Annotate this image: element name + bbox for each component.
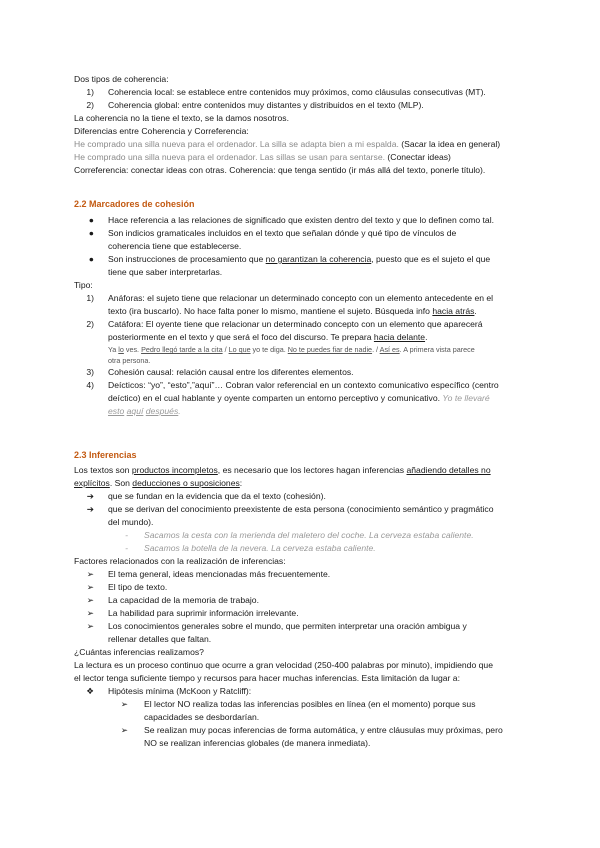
hypothesis-sub-item: ➢ El lector NO realiza todas las inferencias posibles en línea (en el momento) porque sus capacidades se desbordarían. — [120, 699, 476, 722]
bullet-item: ● Son instrucciones de procesamiento que no garantizan la coherencia, puesto que es el sujeto el que tiene que saber interpretarlas. — [88, 254, 491, 277]
factor-item: ➢ El tipo de texto. — [86, 582, 168, 592]
factor-item: ➢ La habilidad para suprimir información irrelevante. — [86, 608, 299, 618]
bullet-item: ● Hace referencia a las relaciones de significado que existen dentro del texto y que lo definen como tal. — [88, 215, 494, 225]
example-item: - Sacamos la cesta con la merienda del maletero del coche. La cerveza estaba caliente. — [125, 530, 474, 540]
differences-heading: Diferencias entre Coherencia y Correferencia: — [74, 126, 249, 136]
tipo-item: 4) Deícticos: “yo”, “esto”,”aquí”… Cobran valor referencial en un contexto comunicativo específico (centro deíctico) en el cual hablante y oyente comparten un entorno perceptivo y comunicativo. Yo te llevaré esto aquí después. — [86, 380, 499, 416]
markers-section — [74, 198, 528, 418]
definition-line: Correferencia: conectar ideas con otras. Coherencia: que tenga sentido (ir más allá del texto, ponerle título). — [74, 165, 486, 175]
example-line: He comprado una silla nueva para el ordenador. Las sillas se usan para sentarse. (Conectar ideas) — [74, 152, 451, 162]
tipo-item: 2) Catáfora: El oyente tiene que relacionar un determinado concepto con un elemento que aparecerá posteriormente en el texto y que será el foco del discurso. Te prepara hacia delante. Ya lo ves. Pedro llegó tarde a la cita / Lo que yo te diga. No te puedes fiar de nadie. / Así es. A primera vista parece otra persona. — [74, 318, 528, 366]
list-item: 1) Coherencia local: se establece entre contenidos muy próximos, como cláusulas consecutivas (MT). — [86, 87, 486, 97]
factor-item: ➢ El tema general, ideas mencionadas más frecuentemente. — [86, 569, 331, 579]
tipo-label: Tipo: — [74, 280, 93, 290]
bullet-item: ● Son indicios gramaticales incluidos en el texto que señalan dónde y qué tipo de vínculos de coherencia tiene que establecerse. — [88, 228, 457, 251]
example-item: - Sacamos la botella de la nevera. La cerveza estaba caliente. — [125, 543, 376, 553]
factors-heading: Factores relacionados con la realización de inferencias: — [74, 556, 286, 566]
section-heading: 2.3 Inferencias — [74, 450, 137, 460]
hypothesis-sub-item: ➢ Se realizan muy pocas inferencias de forma automática, y entre cláusulas muy próximas, pero NO se realizan inferencias globales (de manera inmediata). — [120, 725, 503, 748]
coherence-heading: Dos tipos de coherencia: — [74, 74, 169, 84]
coherence-section — [74, 73, 528, 177]
arrow-item: ➔ que se derivan del conocimiento preexistente de esta persona (conocimiento semántico y pragmático del mundo). — [86, 504, 494, 527]
hypothesis-item: ❖ Hipótesis mínima (McKoon y Ratcliff): — [86, 686, 252, 696]
coherence-note: La coherencia no la tiene el texto, se la damos nosotros. — [74, 113, 289, 123]
section-heading: 2.2 Marcadores de cohesión — [74, 199, 195, 209]
factor-item: ➢ Los conocimientos generales sobre el mundo, que permiten interpretar una oración ambigua y rellenar detalles que faltan. — [86, 621, 467, 644]
catafora-example: Ya lo ves. Pedro llegó tarde a la cita / Lo que yo te diga. No te puedes fiar de nadie. / Así es. A primera vista parece — [108, 345, 475, 354]
question-heading: ¿Cuántas inferencias realizamos? — [74, 647, 204, 657]
arrow-item: ➔ que se fundan en la evidencia que da el texto (cohesión). — [86, 491, 326, 501]
tipo-item: 1) Anáforas: el sujeto tiene que relacionar un determinado concepto con un elemento antecedente en el texto (ira buscarlo). No hace falta poner lo mismo, mantiene el sujeto. Búsqueda info hacia atrás. — [86, 293, 494, 316]
inferences-section: 2.3 Inferencias Los textos son productos incompletos, es necesario que los lectores hagan inferencias añadiendo detalles no explícitos. Son deducciones o suposiciones: ➔ que se fundan en la evidencia que da el texto (cohesión). ➔ que se derivan del conocimiento preexistente de esta persona (conocimiento semántico y pragmático del mundo). - Sacamos la cesta con la merienda del maletero del coche. La cerveza estaba caliente. - Sacamos la botella de la nevera. La cerveza estaba caliente. Factores relacionados con la realización de inferencias: ➢ El tema general, ideas mencionadas más frecuentemente. ➢ El tipo de texto. ➢ La capacidad de la memoria de trabajo. ➢ La habilidad para suprimir información irrelevante. ➢ Los conocimientos generales sobre el mundo, que permiten interpretar una oración ambigua y rellenar detalles que faltan. ¿Cuántas inferencias realizamos? La lectura es un proceso continuo que ocurre a gran velocidad (250-400 palabras por minuto), impidiendo que el lector tenga suficiente tiempo y recursos para hacer muchas inferencias. Esta limitación da lugar a: ❖ Hipótesis mínima (McKoon y Ratcliff): ➢ El lector NO realiza todas las inferencias posibles en línea (en el momento) porque sus capacidades se desbordarían. ➢ Se realizan muy pocas inferencias de forma automática, y entre cláusulas muy próximas, pero NO se realizan inferencias globales (de manera inmediata). — [74, 449, 528, 750]
example-line: He comprado una silla nueva para el ordenador. La silla se adapta bien a mi espalda. (Sacar la idea en general) — [74, 139, 501, 149]
factor-item: ➢ La capacidad de la memoria de trabajo. — [86, 595, 259, 605]
tipo-item: 3) Cohesión causal: relación causal entre los diferentes elementos. — [86, 367, 354, 377]
list-item: 2) Coherencia global: entre contenidos muy distantes y distribuidos en el texto (MLP). — [86, 100, 424, 110]
